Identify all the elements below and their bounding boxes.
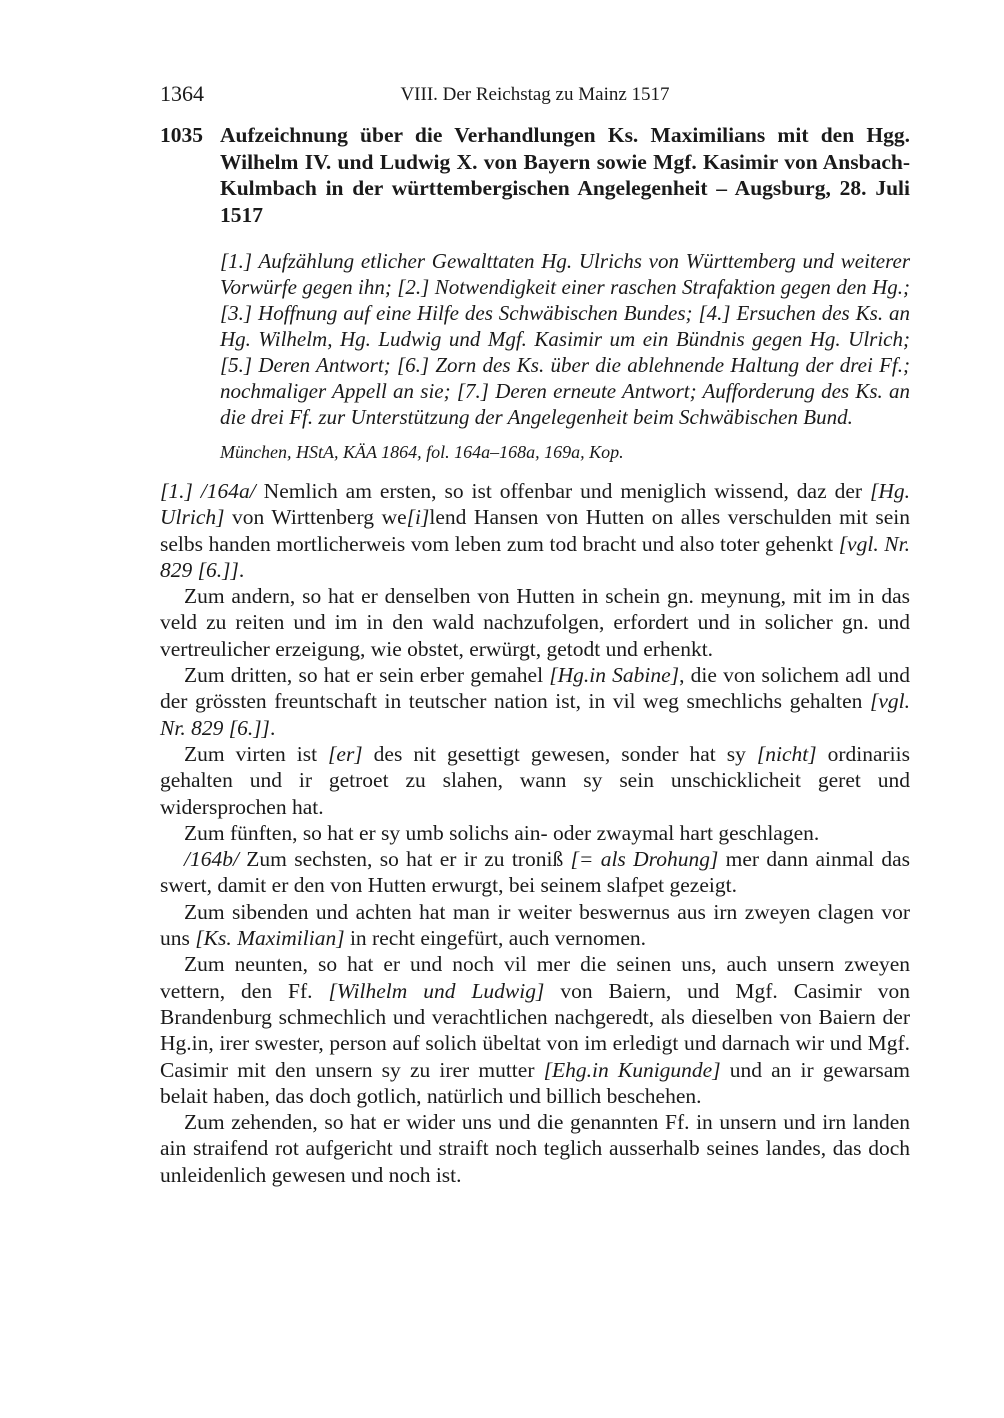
editorial-note: [vgl. Nr. 829 [6.]] — [160, 689, 910, 740]
text-run: Zum sibenden und achten hat man ir weiter beswernus aus irn zweyen clagen vor uns — [160, 899, 910, 951]
paragraph-9: Zum zehenden, so hat er wider uns und die genannten Ff. in unsern und irn landen ain straifend rot aufgericht und straift noch teglich ausserhalb seines landes, das doch unleidenlich gewesen und noch ist. — [160, 1110, 910, 1187]
running-head — [160, 80, 910, 108]
folio-marker: /164b/ — [184, 847, 239, 872]
text-run: . — [269, 715, 276, 740]
folio-marker: [1.] /164a/ — [160, 479, 256, 503]
paragraph-5: Zum fünften, so hat er sy umb solichs ain- oder zwaymal hart geschlagen. — [184, 820, 820, 845]
editorial-note: [Ehg.in Kunigunde] — [543, 1057, 721, 1082]
body-text — [160, 478, 910, 1188]
text-run: von Baiern, und Mgf. Casimir von Brandenburg schmechlich und verachtlichen nachgeredt, als dieselben von Baiern der Hg.in, irer swester, person auf solich übeltat von im erledigt und darnach wir und Mgf. Casimir mit den unsern sy zu irer mutter — [160, 978, 911, 1082]
editorial-note: [Hg.in Sabine] — [549, 663, 680, 688]
paragraph-8 — [160, 951, 910, 1109]
paragraph-7 — [160, 899, 910, 952]
editorial-note: [Hg. Ulrich] — [160, 479, 910, 530]
text-run: lend Hansen von Hutten on alles verschulden mit sein selbs handen mortlicherweis vom leben zum tod bracht und also toter gehenkt — [160, 505, 910, 556]
paragraph-4 — [160, 741, 910, 820]
text-run: Zum sechsten, so hat er ir zu troniß — [238, 847, 571, 872]
text-run: Zum neunten, so hat er und noch vil mer die seinen uns, auch unsern zweyen vettern, den Ff. — [160, 952, 910, 1003]
editorial-note: [nicht] — [756, 741, 817, 766]
editorial-note: [vgl. Nr. 829 [6.]] — [160, 531, 911, 582]
text-run: Zum dritten, so hat er sein erber gemahel — [184, 663, 550, 688]
text-run: des nit gesettigt gewesen, sonder hat sy — [362, 741, 757, 766]
text-run: und an ir gewarsam belait haben, das doch gotlich, natürlich und billich beschehen. — [160, 1057, 910, 1108]
document-page — [160, 80, 910, 1188]
text-run: von Wirttenberg we — [224, 505, 407, 530]
document-title: Aufzeichnung über die Verhandlungen Ks. Maximilians mit den Hgg. Wilhelm IV. und Ludwig X. von Bayern sowie Mgf. Kasimir von Ansbach-Kulmbach in der württembergischen Angelegenheit – Augsburg, 28. Juli 1517 — [220, 123, 910, 227]
document-number: 1035 — [160, 123, 203, 147]
editorial-note: [i] — [406, 505, 430, 530]
text-run: , die von solichem adl und der grössten freuntschaft in teutscher nation ist, in vil weg smechlichs gehalten — [160, 663, 910, 714]
regest-summary: [1.] Aufzählung etlicher Gewalttaten Hg. Ulrichs von Württemberg und weiterer Vorwürfe gegen ihn; [2.] Notwendigkeit einer raschen Strafaktion gegen den Hg.; [3.] Hoffnung auf eine Hilfe des Schwäbischen Bundes; [4.] Ersuchen des Ks. an Hg. Wilhelm, Hg. Ludwig und Mgf. Kasimir um ein Bündnis gegen Hg. Ulrich; [5.] Deren Antwort; [6.] Zorn des Ks. über die ablehnende Haltung der drei Ff.; nochmaliger Appell an sie; [7.] Deren erneute Antwort; Aufforderung des Ks. an die drei Ff. zur Unterstützung der Angelegenheit beim Schwäbischen Bund. — [220, 249, 910, 429]
text-run: Nemlich am ersten, so ist offenbar und meniglich wissend, daz der — [255, 479, 870, 503]
text-run: mer dann ainmal das swert, damit er den von Hutten erwurgt, bei seinem slafpet gezeigt. — [160, 847, 911, 898]
paragraph-1 — [160, 478, 910, 583]
text-run: ordinariis gehalten und ir getroet zu slahen, wann sy sein unschicklicheit geret und widersprochen hat. — [160, 741, 910, 819]
source-reference: München, HStA, KÄA 1864, fol. 164a–168a, 169a, Kop. — [220, 442, 624, 462]
editorial-note: [Wilhelm und Ludwig] — [328, 978, 545, 1003]
paragraph-2: Zum andern, so hat er denselben von Hutten in schein gn. meynung, mit im in das veld zu reiten und im in den wald nachzufolgen, erfordert und in solicher gn. und vertreulicher erzeigung, wie obstet, erwürgt, getodt und erhenkt. — [160, 584, 910, 661]
editorial-note: [= als Drohung] — [570, 847, 719, 872]
text-run: . — [238, 557, 245, 582]
document-heading — [160, 122, 910, 228]
paragraph-6 — [160, 846, 910, 899]
text-run: Zum virten ist — [184, 741, 329, 766]
editorial-note: [Ks. Maximilian] — [195, 926, 345, 951]
text-run: in recht eingefürt, auch vernomen. — [344, 926, 647, 951]
paragraph-3 — [160, 662, 910, 741]
running-title: VIII. Der Reichstag zu Mainz 1517 — [400, 84, 670, 105]
editorial-note: [er] — [328, 741, 363, 766]
page-number: 1364 — [160, 81, 204, 106]
